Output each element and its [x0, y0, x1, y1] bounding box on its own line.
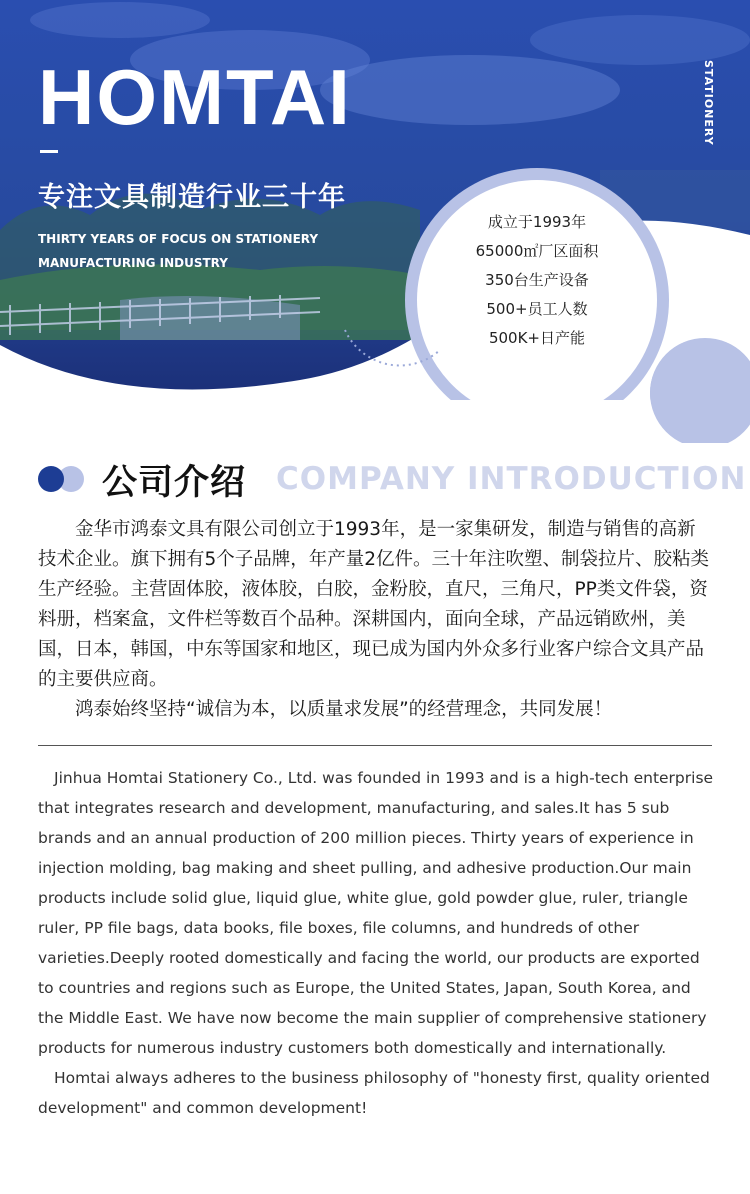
section-header — [38, 455, 747, 505]
slogan-english: THIRTY YEARS OF FOCUS ON STATIONERY MANUFACTURING INDUSTRY — [38, 232, 319, 270]
section-title-en: COMPANY INTRODUCTION — [276, 461, 747, 497]
stat-founded: 成立于1993年 — [487, 213, 587, 231]
brand-underline — [40, 150, 58, 153]
intro-chinese — [38, 515, 712, 725]
intro-cn-paragraph-2: 鸿泰始终坚持“诚信为本，以质量求发展”的经营理念，共同发展！ — [75, 699, 613, 720]
divider-line — [38, 745, 712, 746]
company-stats — [442, 208, 632, 353]
stat-equipment: 350台生产设备 — [485, 271, 589, 289]
stat-capacity: 500K+日产能 — [488, 329, 586, 347]
decor-dot-dark — [38, 466, 64, 492]
decor-circle — [650, 343, 750, 443]
section-title-cn: 公司介绍 — [102, 463, 247, 503]
intro-english — [38, 763, 718, 1123]
hero-banner — [0, 0, 750, 400]
stat-employees: 500+员工人数 — [486, 300, 588, 318]
intro-en-paragraph-2: Homtai always adheres to the business philosophy of "honesty first, quality oriented development" and common development! — [38, 1069, 710, 1117]
intro-cn-paragraph-1: 金华市鸿泰文具有限公司创立于1993年，是一家集研发，制造与销售的高新技术企业。旗下拥有5个子品牌，年产量2亿件。三十年注吹塑、制袋拉片、胶粘类生产经验。主营固体胶，液体胶，白胶，金粉胶，直尺，三角尺，PP类文件袋，资料册，档案盒，文件栏等数百个品种。深耕国内，面向全球，产品远销欧州，美国，日本，韩国，中东等国家和地区，现已成为国内外众多行业客户综合文具产品的主要供应商。 — [38, 519, 710, 690]
vertical-tag: STATIONERY — [702, 60, 715, 146]
slogan-chinese: 专注文具制造行业三十年 — [38, 182, 346, 213]
brand-logo: HOMTAI — [38, 53, 352, 141]
intro-en-paragraph-1: Jinhua Homtai Stationery Co., Ltd. was founded in 1993 and is a high-tech enterprise that integrates research and development, manufacturing, and sales.It has 5 sub brands and an annual production of 200 million pieces. Thirty years of experience in injection molding, bag making and sheet pulling, and adhesive production.Our main products include solid glue, liquid glue, white glue, gold powder glue, ruler, triangle ruler, PP file bags, data books, file boxes, file columns, and hundreds of other varieties.Deeply rooted domestically and facing the world, our products are exported to countries and regions such as Europe, the United States, Japan, South Korea, and the Middle East. We have now become the main supplier of comprehensive stationery products for numerous industry customers both domestically and internationally. — [38, 769, 714, 1057]
stat-area: 65000㎡厂区面积 — [475, 242, 599, 260]
